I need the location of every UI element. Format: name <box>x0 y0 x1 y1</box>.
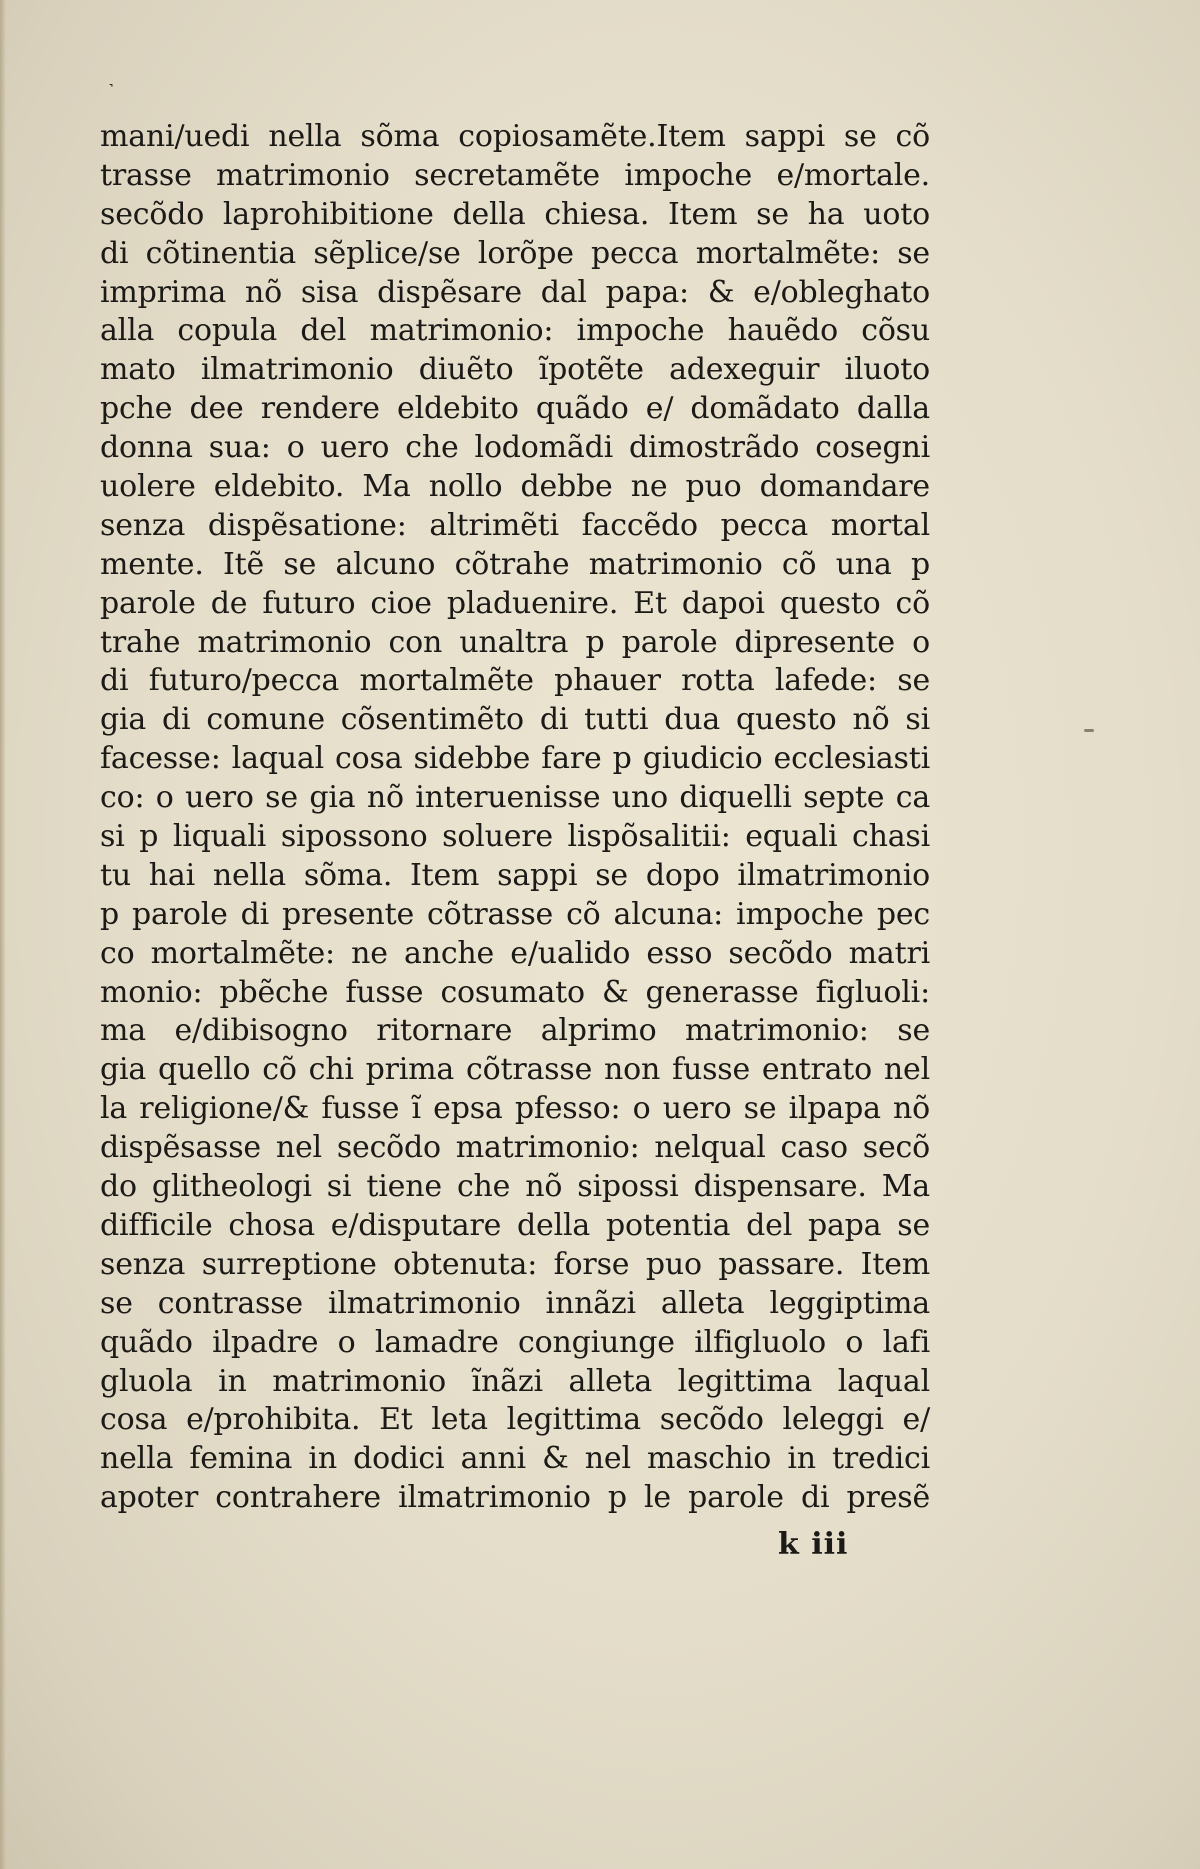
text-line: pche dee rendere eldebito quãdo e/ domãdato dalla <box>100 391 930 427</box>
text-line: do glitheologi si tiene che nõ sipossi dispensare. Ma <box>100 1169 930 1205</box>
text-line: apoter contrahere ilmatrimonio p le parole di presẽ <box>100 1480 930 1516</box>
text-line: dispẽsasse nel secõdo matrimonio: nelqual caso secõ <box>100 1130 930 1166</box>
text-line: alla copula del matrimonio: impoche hauẽdo cõsu <box>100 313 930 349</box>
text-line: cosa e/prohibita. Et leta legittima secõdo leleggi e/ <box>100 1402 930 1438</box>
text-line: parole de futuro cioe pladuenire. Et dapoi questo cõ <box>100 585 930 621</box>
text-block <box>100 118 930 1518</box>
text-line: mato ilmatrimonio diuẽto ĩpotẽte adexeguir iluoto <box>100 352 930 388</box>
text-line: gia quello cõ chi prima cõtrasse non fusse entrato nel <box>100 1052 930 1088</box>
text-line: p parole di presente cõtrasse cõ alcuna: impoche pec <box>100 896 930 932</box>
text-line: mente. Itẽ se alcuno cõtrahe matrimonio cõ una p <box>100 546 930 582</box>
corner-mark: ˺ <box>108 80 114 101</box>
signature-mark: k iii <box>778 1527 849 1562</box>
text-line: di futuro/pecca mortalmẽte phauer rotta lafede: se <box>100 663 930 699</box>
text-line: uolere eldebito. Ma nollo debbe ne puo domandare <box>100 469 930 505</box>
text-line: si p liquali sipossono soluere lispõsalitii: equali chasi <box>100 819 930 855</box>
text-line: nella femina in dodici anni & nel maschio in tredici <box>100 1441 930 1477</box>
text-line: monio: pbẽche fusse cosumato & generasse figluoli: <box>100 974 930 1010</box>
text-line: secõdo laprohibitione della chiesa. Item se ha uoto <box>100 196 930 232</box>
text-line: co: o uero se gia nõ interuenisse uno diquelli septe ca <box>100 780 930 816</box>
text-line: di cõtinentia sẽplice/se lorõpe pecca mortalmẽte: se <box>100 235 930 271</box>
text-line: la religione/& fusse ĩ epsa pfesso: o uero se ilpapa nõ <box>100 1091 930 1127</box>
text-line: mani/uedi nella sõma copiosamẽte.Item sappi se cõ <box>100 119 930 154</box>
text-line: co mortalmẽte: ne anche e/ualido esso secõdo matri <box>100 935 930 971</box>
text-line: donna sua: o uero che lodomãdi dimostrãdo cosegni <box>100 430 930 466</box>
text-line: trasse matrimonio secretamẽte impoche e/mortale. <box>100 157 930 193</box>
text-line: ma e/dibisogno ritornare alprimo matrimonio: se <box>100 1013 930 1049</box>
paper-speck <box>1084 729 1094 732</box>
text-line: senza dispẽsatione: altrimẽti faccẽdo pecca mortal <box>100 507 930 543</box>
text-line: difficile chosa e/disputare della potentia del papa se <box>100 1207 930 1243</box>
text-line: trahe matrimonio con unaltra p parole dipresente o <box>100 624 930 660</box>
text-line: senza surreptione obtenuta: forse puo passare. Item <box>100 1246 930 1282</box>
text-line: facesse: laqual cosa sidebbe fare p giudicio ecclesiasti <box>100 741 930 777</box>
text-line: gluola in matrimonio ĩnãzi alleta legittima laqual <box>100 1363 930 1399</box>
text-line: se contrasse ilmatrimonio innãzi alleta leggiptima <box>100 1285 930 1321</box>
text-line: gia di comune cõsentimẽto di tutti dua questo nõ si <box>100 702 930 738</box>
text-line: quãdo ilpadre o lamadre congiunge ilfigluolo o lafi <box>100 1324 930 1360</box>
text-line: imprima nõ sisa dispẽsare dal papa: & e/obleghato <box>100 274 930 310</box>
text-line: tu hai nella sõma. Item sappi se dopo ilmatrimonio <box>100 857 930 893</box>
